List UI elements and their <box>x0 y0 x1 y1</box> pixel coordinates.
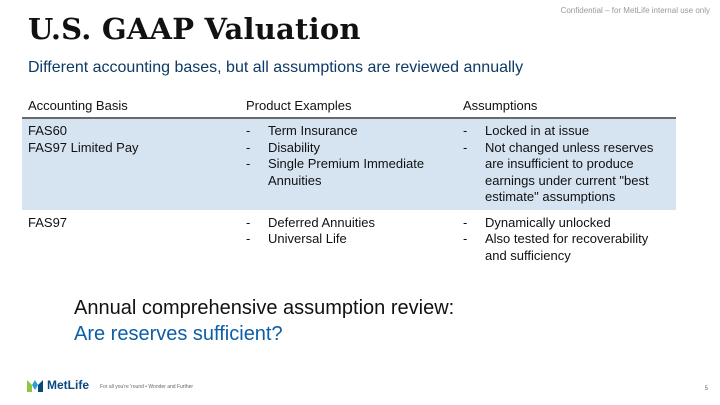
metlife-m-icon <box>27 378 43 392</box>
assumption-item: Not changed unless reserves are insufficient to produce earnings under current "best estimate" assumptions <box>485 139 654 204</box>
list-item: - Dynamically unlocked <box>463 215 670 232</box>
basis-cell <box>22 210 240 269</box>
page-title: U.S. GAAP Valuation <box>28 12 361 46</box>
product-item: Universal Life <box>268 231 347 246</box>
list-item: - Disability <box>246 140 451 157</box>
callout <box>74 295 454 347</box>
callout-line-1: Annual comprehensive assumption review: <box>74 297 455 319</box>
list-item: - Also tested for recoverability and sufficiency <box>463 231 670 264</box>
page-subtitle: Different accounting bases, but all assumptions are reviewed annually <box>28 59 524 76</box>
header-accounting-basis: Accounting Basis <box>22 93 240 118</box>
assumption-item: Also tested for recoverability and sufficiency <box>485 231 649 263</box>
assumption-item: Locked in at issue <box>485 123 590 138</box>
product-item: Disability <box>268 139 321 155</box>
list-item: - Single Premium Immediate Annuities <box>246 156 451 189</box>
list-item: - Not changed unless reserves are insufficient to produce earnings under current "best estimate" assumptions <box>463 140 670 206</box>
products-cell <box>240 118 457 210</box>
assumptions-cell <box>457 118 676 210</box>
header-product-examples: Product Examples <box>240 93 457 118</box>
basis-item: FAS97 Limited Pay <box>28 139 139 155</box>
footer-tagline: For all you're 'round • Wonder and Further <box>100 384 194 390</box>
table-header-row <box>22 93 676 118</box>
table-row <box>22 118 676 210</box>
metlife-logo <box>27 378 89 392</box>
assumption-item: Dynamically unlocked <box>485 214 611 230</box>
product-item: Deferred Annuities <box>268 214 375 230</box>
assumptions-cell <box>457 210 676 269</box>
basis-item: FAS60 <box>28 123 68 138</box>
list-item: - Universal Life <box>246 231 451 248</box>
product-item: Term Insurance <box>268 123 358 138</box>
gaap-table <box>22 93 676 269</box>
basis-cell <box>22 118 240 210</box>
header-assumptions: Assumptions <box>457 93 676 118</box>
callout-line-2: Are reserves sufficient? <box>74 323 283 345</box>
confidential-notice: Confidential – for MetLife internal use only <box>560 6 710 15</box>
list-item: - Term Insurance <box>246 123 451 140</box>
list-item: - Deferred Annuities <box>246 215 451 232</box>
table-row <box>22 210 676 269</box>
products-cell <box>240 210 457 269</box>
list-item: - Locked in at issue <box>463 123 670 140</box>
metlife-brand-text: MetLife <box>47 378 89 392</box>
page-number: 5 <box>704 386 708 392</box>
product-item: Single Premium Immediate Annuities <box>268 156 425 188</box>
basis-item: FAS97 <box>28 214 68 230</box>
